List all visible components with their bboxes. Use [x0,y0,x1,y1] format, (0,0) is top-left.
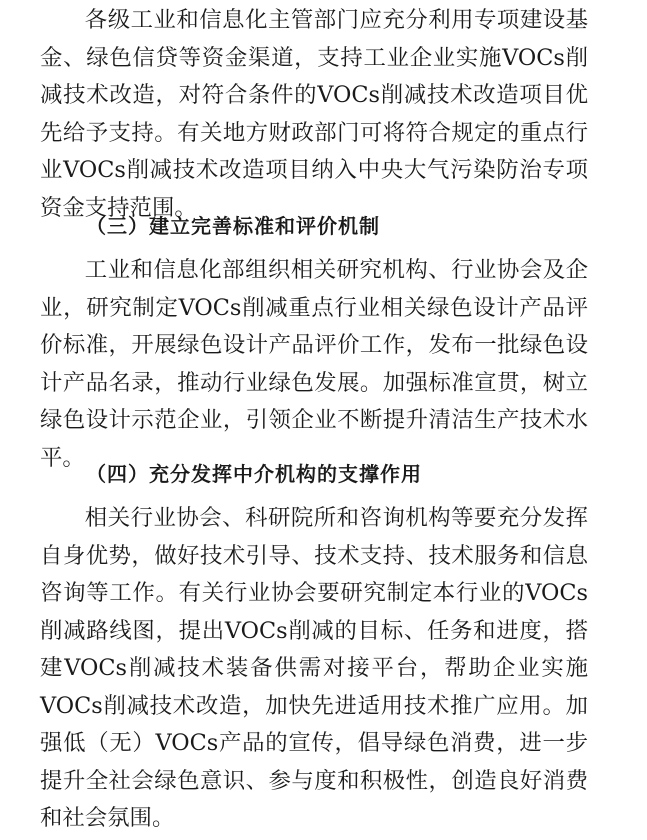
section-heading-intermediaries: （四）充分发挥中介机构的支撑作用 [86,462,422,486]
paragraph-intermediary-support: 相关行业协会、科研院所和咨询机构等要充分发挥自身优势，做好技术引导、技术支持、技术服务和信息咨询等工作。有关行业协会要研究制定本行业的VOCs削减路线图，提出VOCs削减的目标、任务和进度，搭建VOCs削减技术装备供需对接平台，帮助企业实施VOCs削减技术改造，加快先进适用技术推广应用。加强低（无）VOCs产品的宣传，倡导绿色消费，进一步提升全社会绿色意识、参与度和积极性，创造良好消费和社会氛围。 [40,505,588,831]
paragraph-standards-evaluation: 工业和信息化部组织相关研究机构、行业协会及企业，研究制定VOCs削减重点行业相关绿色设计产品评价标准，开展绿色设计产品评价工作，发布一批绿色设计产品名录，推动行业绿色发展。加强标准宣贯，树立绿色设计示范企业，引领企业不断提升清洁生产技术水平。 [40,257,588,471]
paragraph-funding-support: 各级工业和信息化主管部门应充分利用专项建设基金、绿色信贷等资金渠道，支持工业企业实施VOCs削减技术改造，对符合条件的VOCs削减技术改造项目优先给予支持。有关地方财政部门可将符合规定的重点行业VOCs削减技术改造项目纳入中央大气污染防治专项资金支持范围。 [40,7,588,221]
section-heading-standards: （三）建立完善标准和评价机制 [86,214,380,238]
